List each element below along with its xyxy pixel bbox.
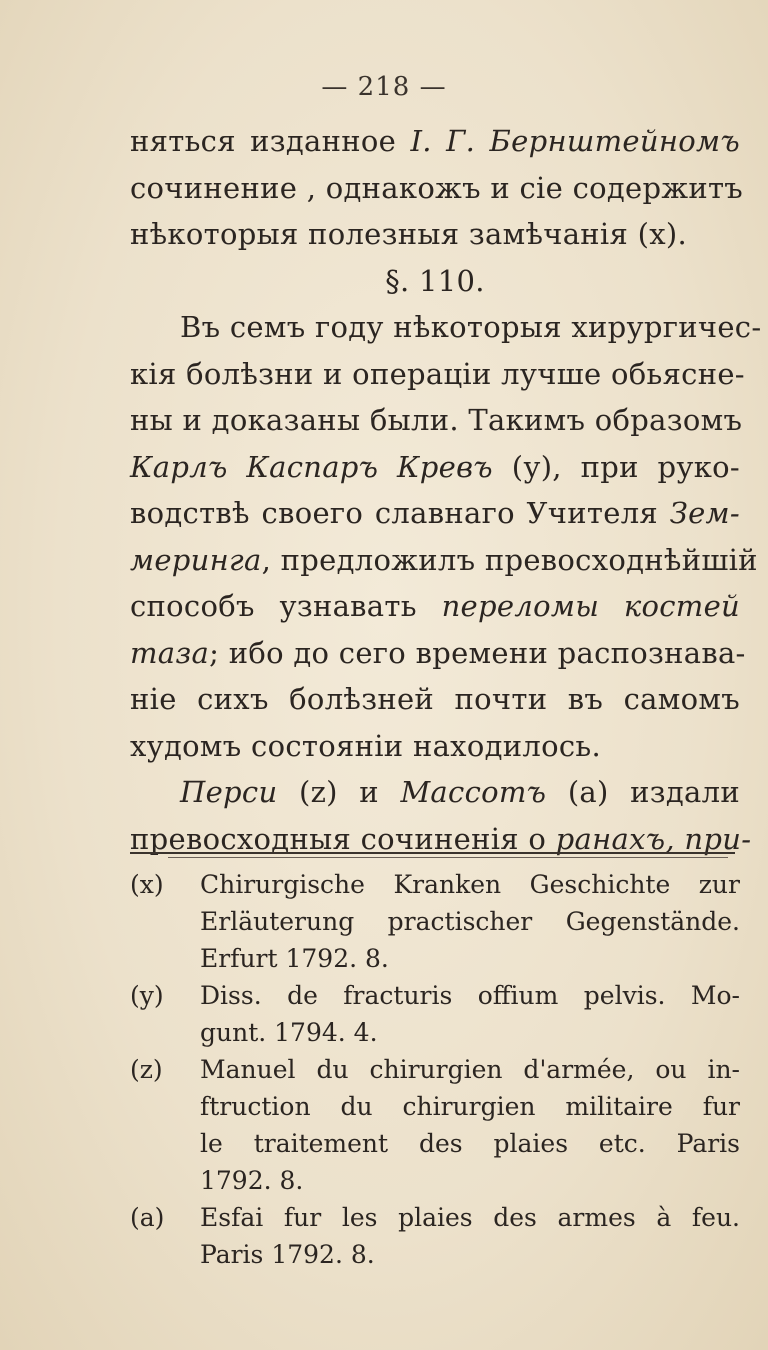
text-line: превосходныя сочиненія о ранахъ, при- [130,821,752,856]
footnote-marker: (a) [130,1203,165,1232]
footnote-line: le traitement des plaies etc. Paris [200,1129,740,1158]
text-line: Карлъ Каспаръ Кревъ (у), при руко- [130,449,740,484]
footnote-line: Erläuterung practischer Gegenstände. [200,907,740,936]
footnote-line: 1792. 8. [200,1166,304,1195]
footnote-x [130,866,740,977]
footnote-marker: (x) [130,870,164,899]
text-line: сочинение , однакожъ и сіе содержитъ [130,170,744,205]
footnote-divider [130,852,735,854]
footnote-marker: (z) [130,1055,163,1084]
footnotes [130,866,740,1273]
footnote-line: Paris 1792. 8. [200,1240,375,1269]
footnote-marker: (y) [130,981,164,1010]
text-line: водствѣ своего славнаго Учителя Зем- [130,496,740,530]
footnote-line: ftruction du chirurgien militaire fur [200,1092,740,1121]
text-line: худомъ состояніи находилось. [130,728,601,763]
text-line: ны и доказаны были. Такимъ образомъ [130,403,743,437]
footnote-y [130,977,740,1051]
footnote-divider-thin [168,857,728,858]
footnote-z [130,1051,740,1199]
footnote-line: Chirurgische Kranken Geschichte zur [200,870,740,899]
section-heading: §. 110. [385,263,485,298]
text-line: кія болѣзни и операціи лучше обьясне- [130,356,745,391]
text-line: меринга, предложилъ превосходнѣйшій [130,542,758,577]
footnote-line: Diss. de fracturis offium pelvis. Mo- [200,981,740,1010]
text-line: таза; ибо до сего времени распознава- [130,635,746,670]
text-line: нѣкоторыя полезныя замѣчанія (x). [130,217,688,251]
footnote-a [130,1199,740,1273]
text-line: ніе сихъ болѣзней почти въ самомъ [130,682,740,716]
text-line: Въ семъ году нѣкоторыя хирургичес- [180,310,762,344]
footnote-line: Erfurt 1792. 8. [200,944,389,973]
text-line: способъ узнавать переломы костей [130,589,741,623]
page-number: — 218 — [321,72,447,102]
footnote-line: gunt. 1794. 4. [200,1018,378,1047]
text-line: няться изданное I. Г. Бернштейномъ [130,124,740,158]
footnote-line: Manuel du chirurgien d'armée, ou in- [200,1055,740,1084]
body-text [130,118,762,862]
footnote-line: Esfai fur les plaies des armes à feu. [200,1203,740,1232]
text-line: Перси (z) и Массотъ (a) издали [180,775,740,809]
